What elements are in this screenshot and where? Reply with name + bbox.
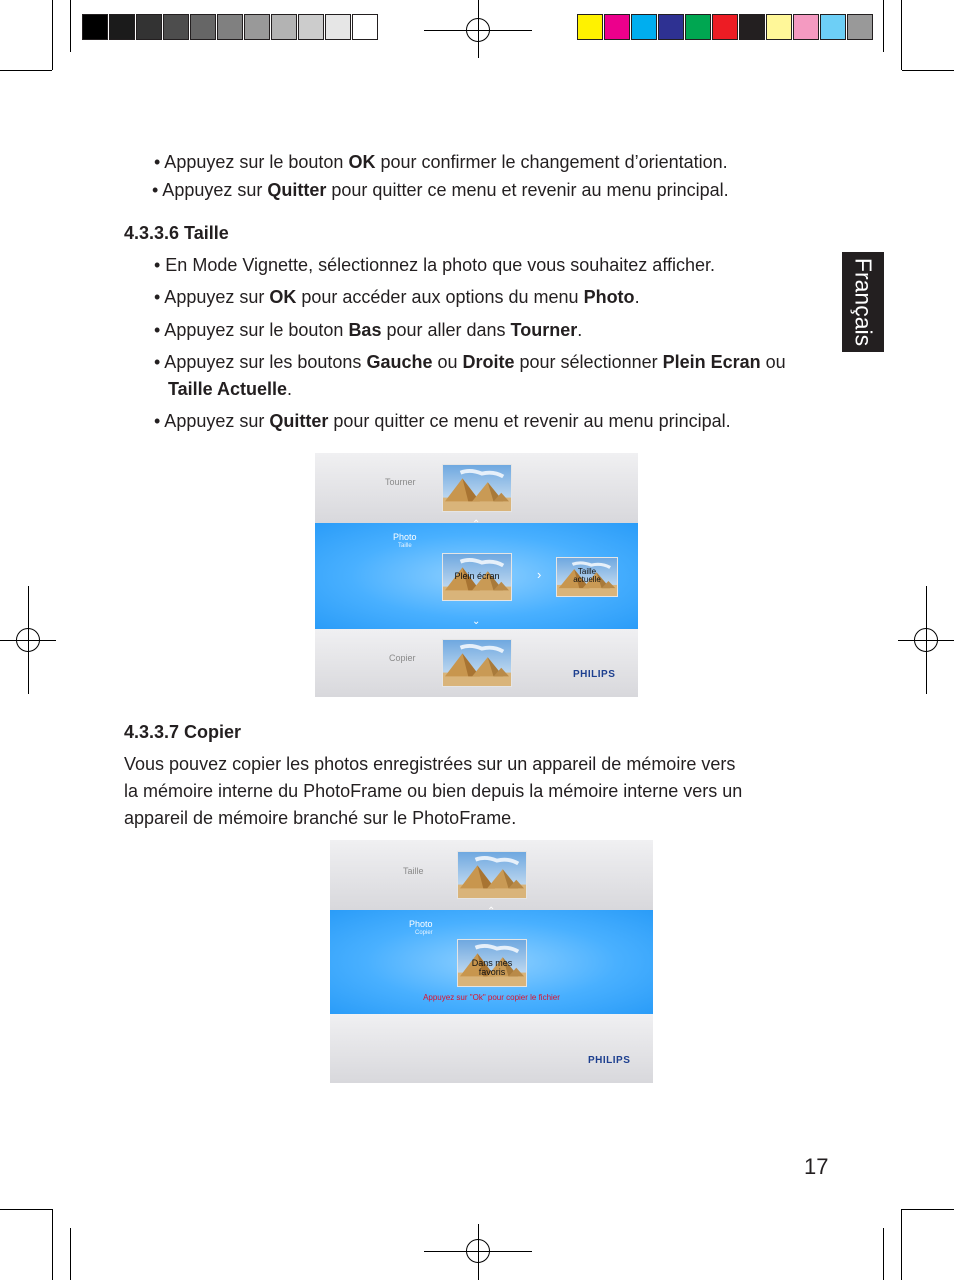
section-heading-taille: 4.3.3.6 Taille xyxy=(124,223,229,243)
option-plein-ecran[interactable] xyxy=(442,553,512,601)
copy-hint-text: Appuyez sur "Ok" pour copier le fichier xyxy=(423,993,560,1002)
bullet-quitter-taille: • Appuyez sur Quitter pour quitter ce menu et revenir au menu principal. xyxy=(154,411,731,431)
color-swatch xyxy=(712,14,738,40)
color-swatch xyxy=(190,14,216,40)
photoframe-screen-copier xyxy=(330,840,653,1083)
chevron-down-icon: ⌄ xyxy=(472,616,481,627)
color-swatch xyxy=(325,14,351,40)
page-number: 17 xyxy=(804,1154,829,1179)
menu-item-taille[interactable]: Taille xyxy=(403,866,424,876)
language-tab-label: Français xyxy=(850,257,877,347)
color-swatch xyxy=(82,14,108,40)
bullet-vignette: • En Mode Vignette, sélectionnez la photo que vous souhaitez afficher. xyxy=(154,255,716,275)
bullet-bas-tourner: • Appuyez sur le bouton Bas pour aller dans Tourner. xyxy=(154,320,583,340)
pyramid-image xyxy=(443,640,511,686)
menu-item-tourner[interactable]: Tourner xyxy=(385,477,416,487)
color-swatch xyxy=(244,14,270,40)
registration-mark-left xyxy=(0,586,56,694)
color-swatch xyxy=(604,14,630,40)
copier-paragraph-line-3: appareil de mémoire branché sur le PhotoFrame. xyxy=(124,808,517,828)
chevron-up-icon: ⌃ xyxy=(472,519,481,530)
pyramid-image xyxy=(458,852,526,898)
color-swatch xyxy=(685,14,711,40)
color-swatch xyxy=(298,14,324,40)
copier-paragraph-line-2: la mémoire interne du PhotoFrame ou bien depuis la mémoire interne vers un xyxy=(124,781,743,801)
philips-logo: PHILIPS xyxy=(573,669,616,680)
pyramid-image xyxy=(443,465,511,511)
color-swatch xyxy=(793,14,819,40)
option-taille-actuelle-label-2: actuelle xyxy=(573,575,601,584)
bullet-quit-menu: • Appuyez sur Quitter pour quitter ce menu et revenir au menu principal. xyxy=(152,180,729,200)
color-swatch xyxy=(577,14,603,40)
color-swatch xyxy=(217,14,243,40)
pyramid-thumbnail xyxy=(442,464,512,512)
current-menu-title: Photo xyxy=(393,532,417,542)
menu-band-bottom xyxy=(330,1014,653,1083)
registration-mark-top xyxy=(424,0,532,58)
language-tab xyxy=(842,252,884,352)
color-swatch xyxy=(820,14,846,40)
pyramid-thumbnail xyxy=(457,851,527,899)
option-plein-ecran-label: Plein écran xyxy=(454,571,500,581)
philips-logo: PHILIPS xyxy=(588,1055,631,1066)
copier-paragraph-line-1: Vous pouvez copier les photos enregistrées sur un appareil de mémoire vers xyxy=(124,754,736,774)
color-swatch xyxy=(658,14,684,40)
color-swatch xyxy=(271,14,297,40)
section-heading-copier: 4.3.3.7 Copier xyxy=(124,722,242,742)
color-swatch xyxy=(352,14,378,40)
bullet-confirm-orientation: • Appuyez sur le bouton OK pour confirmer le changement d’orientation. xyxy=(154,152,728,172)
color-swatch xyxy=(163,14,189,40)
color-swatch xyxy=(109,14,135,40)
option-taille-actuelle[interactable] xyxy=(556,557,618,597)
registration-mark-right xyxy=(898,586,954,694)
current-menu-subtitle: Copier xyxy=(415,930,433,936)
color-swatch xyxy=(766,14,792,40)
current-menu-subtitle: Taille xyxy=(398,543,412,549)
photoframe-screen-taille xyxy=(315,453,638,697)
bullet-ok-photo: • Appuyez sur OK pour accéder aux options du menu Photo. xyxy=(154,287,640,307)
color-swatch xyxy=(847,14,873,40)
option-dans-mes-favoris[interactable] xyxy=(457,939,527,987)
menu-item-copier[interactable]: Copier xyxy=(389,653,416,663)
chevron-up-icon: ⌃ xyxy=(487,906,496,917)
bullet-gauche-droite-line2: Taille Actuelle. xyxy=(168,379,293,399)
color-swatch xyxy=(631,14,657,40)
pyramid-thumbnail xyxy=(442,639,512,687)
chevron-right-icon: › xyxy=(537,567,542,582)
color-swatch xyxy=(739,14,765,40)
option-taille-actuelle-label-1: Taille xyxy=(577,567,597,576)
color-swatch xyxy=(136,14,162,40)
option-dans-mes-favoris-label: Dans mes favoris xyxy=(471,958,513,977)
current-menu-title: Photo xyxy=(409,919,433,929)
registration-mark-bottom xyxy=(424,1224,532,1280)
bullet-gauche-droite: • Appuyez sur les boutons Gauche ou Droite pour sélectionner Plein Ecran ou xyxy=(154,352,786,372)
